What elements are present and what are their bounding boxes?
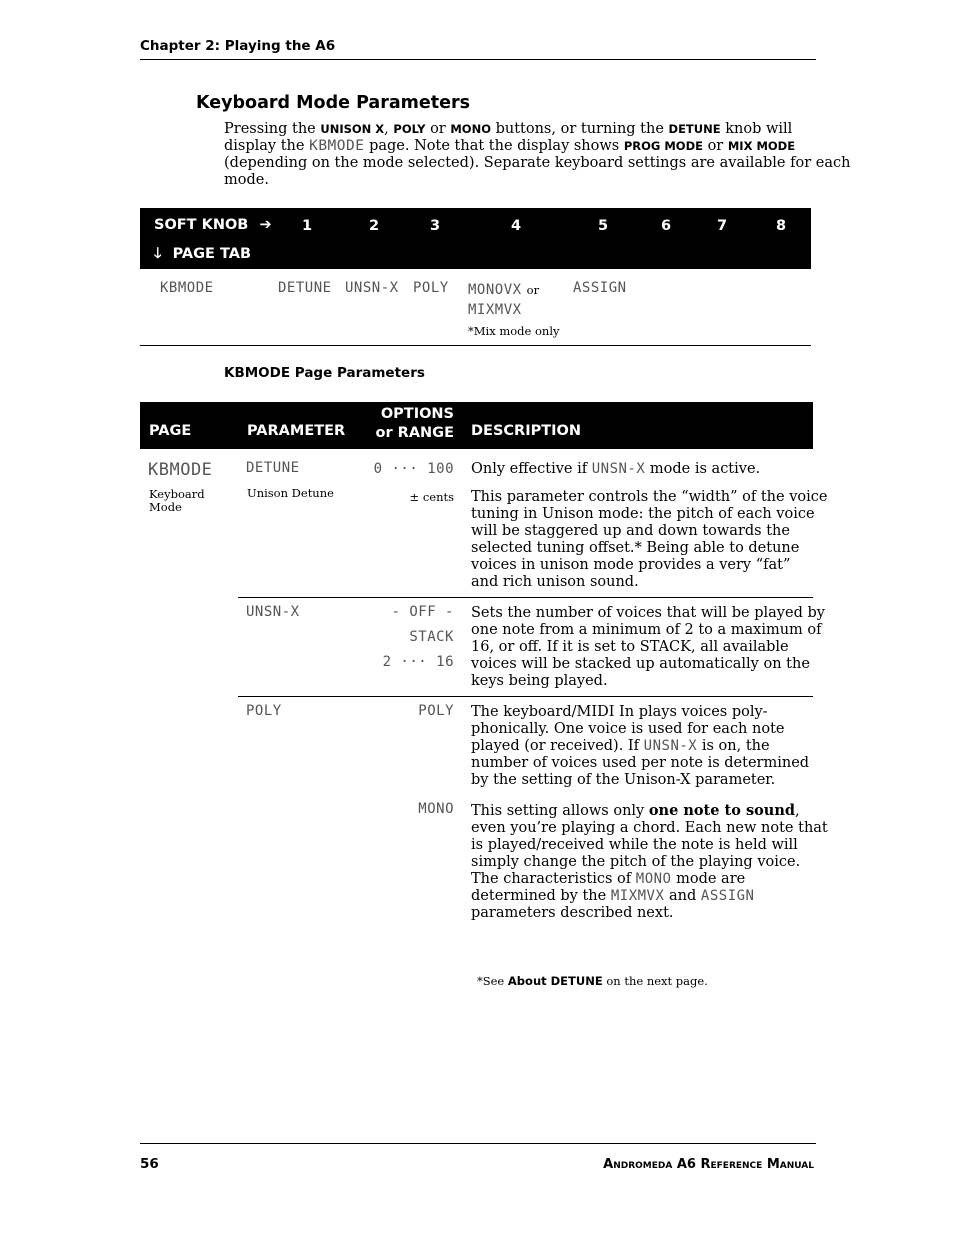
col-header-options: OPTIONS [380, 406, 454, 422]
page-caption-line-2: Mode [149, 500, 182, 514]
desc-line: keys being played. [471, 673, 608, 689]
desc-line: one note from a minimum of 2 to a maximum of [471, 622, 822, 638]
desc-line: even you’re playing a chord. Each new note that [471, 820, 828, 836]
knob-number-1: 1 [302, 218, 313, 234]
col-header-description: DESCRIPTION [471, 423, 581, 439]
mono-lcd-ref: MONO [635, 871, 672, 887]
desc-line: This parameter controls the “width” of the voice [471, 489, 828, 505]
param-detune-caption: Unison Detune [247, 486, 334, 500]
col-header-range: or RANGE [375, 425, 454, 441]
knob-4-mixmvx: MIXMVX [468, 302, 522, 318]
row-divider-detune [238, 597, 813, 598]
prog-mode-ref: PROG MODE [623, 139, 703, 153]
intro-text: display the [224, 138, 305, 154]
desc-text: This setting allows only [471, 803, 645, 819]
desc-line: selected tuning offset.* Being able to detune [471, 540, 800, 556]
desc-line: voices will be stacked up automatically on the [471, 656, 810, 672]
desc-text: is on, the [701, 738, 770, 754]
detune-desc-line [471, 461, 806, 478]
soft-knob-label [154, 217, 272, 233]
unsn-x-lcd-ref: UNSN-X [643, 738, 698, 754]
mono-button-ref: MONO [450, 122, 491, 136]
desc-line: is played/received while the note is held will [471, 837, 798, 853]
running-header: Chapter 2: Playing the A6 [140, 38, 336, 54]
desc-line [471, 802, 806, 820]
desc-line: simply change the pitch of the playing voice. [471, 854, 801, 870]
detune-range: 0 ··· 100 [373, 461, 454, 477]
detune-description [471, 461, 828, 591]
see-note [477, 975, 708, 988]
poly-description [471, 704, 810, 789]
section-title: Keyboard Mode Parameters [196, 93, 471, 113]
intro-text: , [384, 121, 389, 137]
intro-text: or [707, 138, 724, 154]
about-detune-ref: About DETUNE [507, 974, 603, 988]
unsn-x-option-range: 2 ··· 16 [382, 654, 454, 670]
param-unsn-x: UNSN-X [246, 604, 300, 620]
page-caption [149, 488, 205, 514]
detune-range-unit: ± cents [409, 490, 454, 504]
poly-option-poly: POLY [418, 703, 454, 719]
assign-lcd-ref: ASSIGN [700, 888, 755, 904]
see-text: *See [477, 974, 505, 988]
desc-text: mode is active. [649, 461, 761, 477]
desc-bold-text: one note to sound [648, 802, 796, 819]
arrow-down-icon: 🡓 [154, 246, 162, 262]
knob-4-monovx [468, 279, 539, 298]
unsn-x-lcd-ref: UNSN-X [591, 461, 646, 477]
knob-number-8: 8 [776, 218, 787, 234]
manual-title: Andromeda A6 Reference Manual [603, 1157, 814, 1172]
desc-text: and [669, 888, 697, 904]
intro-line-4: mode. [224, 172, 269, 188]
desc-text: The characteristics of [471, 871, 632, 887]
desc-line: phonically. One voice is used for each note [471, 721, 785, 737]
intro-text: buttons, or turning the [495, 121, 664, 137]
desc-line: and rich unison sound. [471, 574, 639, 590]
desc-line: 16, or off. If it is set to STACK, all available [471, 639, 789, 655]
poly-option-mono: MONO [418, 801, 454, 817]
page-number: 56 [140, 1156, 159, 1172]
desc-line: number of voices used per note is determined [471, 755, 810, 771]
or-text: or [526, 283, 540, 297]
page-caption-line-1: Keyboard [149, 487, 205, 501]
knob-number-3: 3 [430, 218, 441, 234]
intro-text: Pressing the [224, 121, 316, 137]
knob-number-4: 4 [511, 218, 522, 234]
desc-line [471, 738, 806, 755]
header-rule [140, 59, 816, 60]
knob-2-unsn-x: UNSN-X [345, 280, 399, 296]
desc-text: played (or received). If [471, 738, 640, 754]
row-divider-unsn-x [238, 696, 813, 697]
unsn-x-option-stack: STACK [409, 629, 454, 645]
desc-line [471, 888, 806, 905]
intro-text: knob will [725, 121, 793, 137]
arrow-right-icon: ➔ [259, 217, 272, 233]
desc-line [471, 871, 806, 888]
unsn-x-option-off: - OFF - [391, 604, 454, 620]
poly-button-ref: POLY [393, 122, 426, 136]
desc-text: determined by the [471, 888, 607, 904]
desc-line: tuning in Unison mode: the pitch of each voice [471, 506, 815, 522]
desc-text: mode are [676, 871, 746, 887]
knob-number-5: 5 [598, 218, 609, 234]
knob-5-assign: ASSIGN [573, 280, 627, 296]
knob-number-6: 6 [661, 218, 672, 234]
page-tab-text: PAGE TAB [172, 246, 252, 262]
knob-number-2: 2 [369, 218, 380, 234]
kbmode-page-parameters-heading: KBMODE Page Parameters [224, 365, 425, 381]
intro-line-2 [224, 138, 804, 155]
unison-x-button-ref: UNISON X [320, 122, 385, 136]
see-text: on the next page. [606, 974, 708, 988]
kbmode-lcd-ref: KBMODE [309, 138, 365, 154]
desc-line: The keyboard/MIDI In plays voices poly- [471, 704, 768, 720]
knob-3-poly: POLY [413, 280, 449, 296]
page-kbmode-lcd: KBMODE [148, 460, 213, 480]
desc-line: will be staggered up and down towards the [471, 523, 790, 539]
col-header-page: PAGE [149, 423, 192, 439]
param-detune: DETUNE [246, 460, 300, 476]
param-poly: POLY [246, 703, 282, 719]
soft-knob-text: SOFT KNOB [154, 217, 249, 233]
knob-number-7: 7 [717, 218, 728, 234]
footer-rule [140, 1143, 816, 1144]
detune-knob-ref: DETUNE [668, 122, 721, 136]
mono-description [471, 802, 828, 922]
intro-text: or [430, 121, 446, 137]
mix-mode-footnote: *Mix mode only [468, 324, 560, 338]
intro-line-1 [224, 121, 804, 138]
unsn-x-description [471, 605, 825, 690]
desc-text: Only effective if [471, 461, 588, 477]
desc-line: Sets the number of voices that will be played by [471, 605, 825, 621]
desc-line: parameters described next. [471, 905, 674, 921]
intro-text: page. Note that the display shows [369, 138, 620, 154]
desc-text: , [795, 803, 800, 819]
col-header-parameter: PARAMETER [247, 423, 346, 439]
desc-line: voices in unison mode provides a very “fat” [471, 557, 791, 573]
kbmode-page-tab: KBMODE [160, 280, 214, 296]
intro-line-3: (depending on the mode selected). Separate keyboard settings are available for each [224, 155, 851, 171]
mixmvx-lcd-ref: MIXMVX [610, 888, 665, 904]
intro-paragraph [224, 121, 851, 189]
mix-mode-ref: MIX MODE [727, 139, 796, 153]
desc-line: by the setting of the Unison-X parameter. [471, 772, 776, 788]
detune-desc-para [471, 489, 828, 591]
monovx-text: MONOVX [468, 282, 522, 298]
soft-knob-table-bottom-rule [140, 345, 811, 346]
page-tab-label [154, 243, 251, 268]
knob-1-detune: DETUNE [278, 280, 332, 296]
